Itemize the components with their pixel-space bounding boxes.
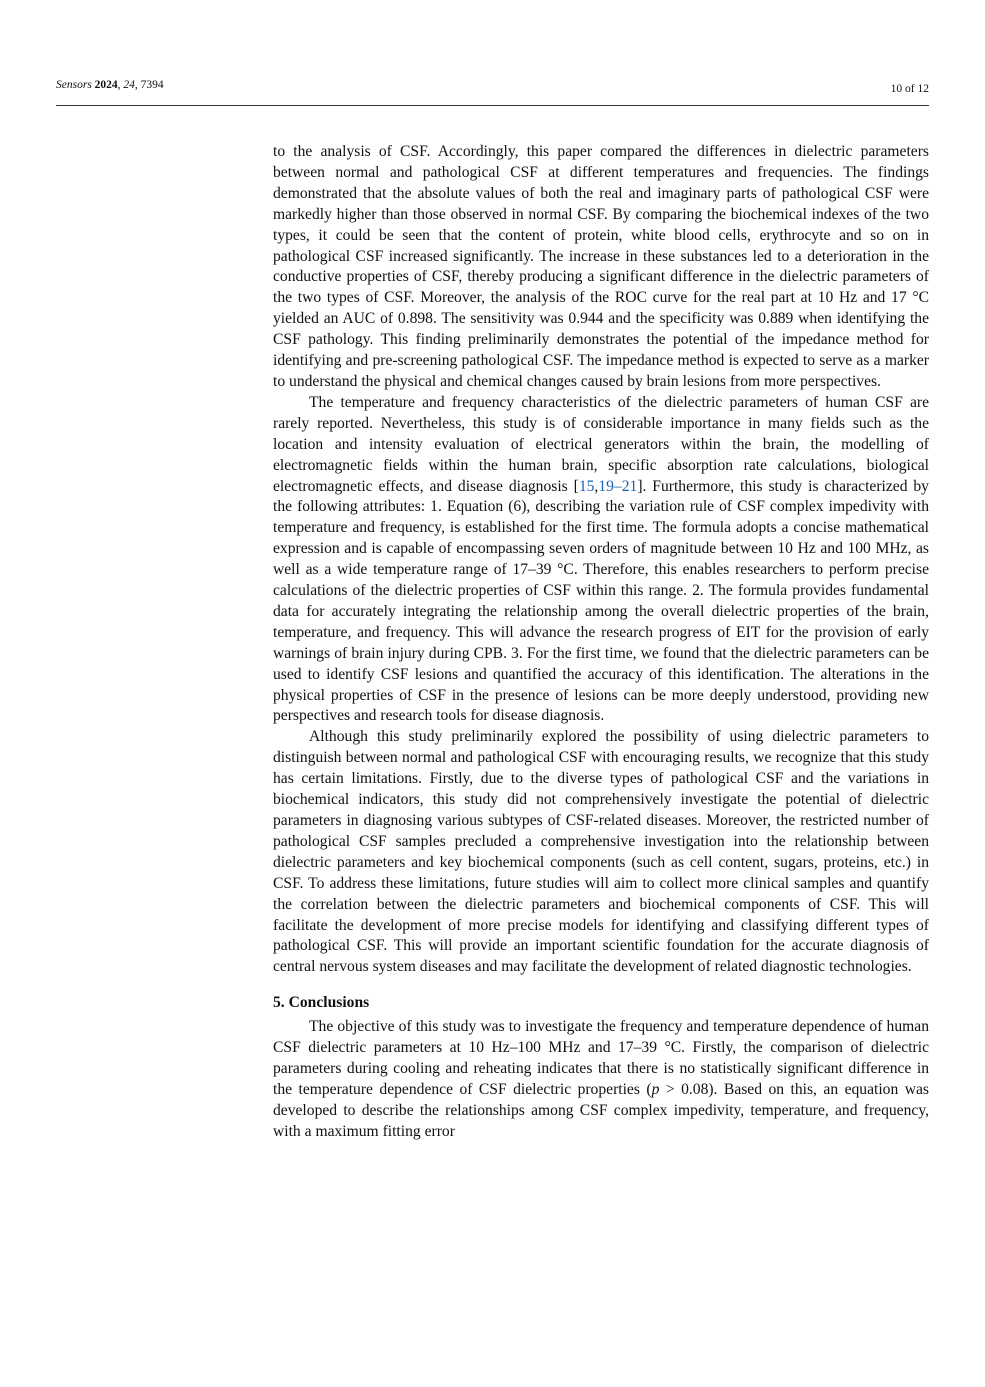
paragraph-2-text-end: ]. Furthermore, this study is characterized by the following attributes: 1. Equation (6), describing the variation rule of CSF complex impedivity with temperature and frequency, is established for the first time. The formula adopts a concise mathematical expression and is capable of encompassing seven orders of magnitude between 10 Hz and 100 MHz, as well as a wide temperature range of 17–39 °C. Therefore, this enables researchers to perform precise calculations of the dielectric properties of CSF within this range. 2. The formula provides fundamental data for accurately integrating the relationship among the overall dielectric properties of the brain, temperature, and frequency. This will advance the research progress of EIT for the provision of early warnings of brain injury during CPB. 3. For the first time, we found that the dielectric parameters can be used to identify CSF lesions and quantified the accuracy of this identification. The alterations in the physical properties of CSF in the presence of lesions can be more deeply understood, providing new perspectives and research tools for disease diagnosis. [273,477,929,725]
citation-link-21[interactable]: 21 [621,477,638,495]
citation-link-15[interactable]: 15 [578,477,595,495]
citation-link-19[interactable]: 19 [598,477,614,495]
paragraph-1: to the analysis of CSF. Accordingly, this paper compared the differences in dielectric parameters between normal and pathological CSF at different temperatures and frequencies. The findings demonstrated that the absolute values of both the real and imaginary parts of pathological CSF were markedly higher than those observed in normal CSF. By comparing the biochemical indexes of the two types, it could be seen that the content of protein, white blood cells, erythrocyte and so on in pathological CSF increased significantly. The increase in these substances led to a deterioration in the conductive properties of CSF, thereby producing a significant difference in the dielectric parameters of the two types of CSF. Moreover, the analysis of the ROC curve for the real part at 10 Hz and 17 °C yielded an AUC of 0.898. The sensitivity was 0.944 and the specificity was 0.889 when identifying the CSF pathology. This finding preliminarily demonstrates the potential of the impedance method for identifying and pre-screening pathological CSF. The impedance method is expected to serve as a marker to understand the physical and chemical changes caused by brain lesions from more perspectives. [273,143,929,390]
page-number: 10 of 12 [890,83,929,95]
journal-citation: Sensors 2024, 24, 7394 [56,79,164,91]
article-number: 7394 [140,79,164,91]
journal-year: 2024 [94,79,118,91]
paragraph-4-text-end: > 0.08). Based on this, an equation was developed to describe the relationships among CSF complex impedivity, temperature, and frequency, with a maximum fitting error [273,1080,929,1140]
journal-name: Sensors [56,79,92,91]
citation-dash: – [613,477,622,495]
paragraph-2-text-start: The temperature and frequency characteristics of the dielectric parameters of human CSF are rarely reported. Nevertheless, this study is of considerable importance in many fields such as the location and intensity evaluation of electrical generators within the brain, the modelling of electromagnetic fields within the human brain, specific absorption rate calculations, biological electromagnetic effects, and disease diagnosis [ [273,393,929,495]
page-header [56,79,929,106]
p-value-symbol: p [651,1080,660,1098]
paragraph-3: Although this study preliminarily explored the possibility of using dielectric parameters to distinguish between normal and pathological CSF with encouraging results, we recognize that this study has certain limitations. Firstly, due to the diverse types of pathological CSF and the variations in biochemical indicators, this study did not comprehensively investigate the potential of dielectric parameters in diagnosing various subtypes of CSF-related diseases. Moreover, the restricted number of pathological CSF samples precluded a comprehensive investigation into the relationship between dielectric parameters and key biochemical components (such as cell content, sugars, proteins, etc.) in CSF. To address these limitations, future studies will aim to collect more clinical samples and quantify the correlation between the dielectric parameters and biochemical components of CSF. This will facilitate the development of more precise models for identifying and classifying different types of pathological CSF. This will provide an important scientific foundation for the accurate diagnosis of central nervous system diseases and may facilitate the development of related diagnostic technologies. [273,728,929,976]
section-heading-conclusions: 5. Conclusions [273,994,370,1012]
paragraph-4-text-start: The objective of this study was to investigate the frequency and temperature dependence of human CSF dielectric parameters at 10 Hz–100 MHz and 17–39 °C. Firstly, the comparison of dielectric parameters during cooling and reheating indicates that there is no statistically significant difference in the temperature dependence of CSF dielectric properties ( [273,1018,929,1098]
journal-volume: 24 [123,79,135,91]
paragraph-2 [273,393,929,728]
paragraph-4 [273,1017,929,1142]
main-text [273,142,929,1143]
citation-separator: , [594,477,599,495]
